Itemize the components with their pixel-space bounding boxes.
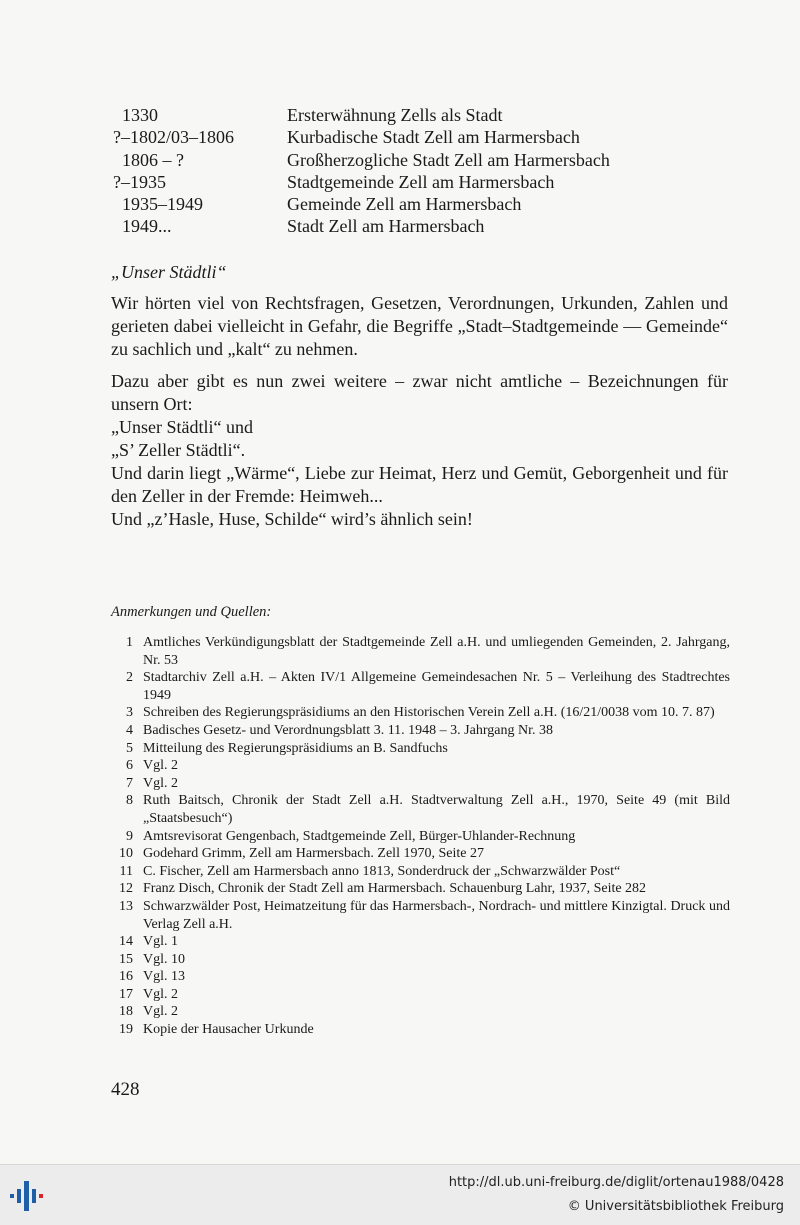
note-text: Mitteilung des Regierungspräsidiums an B. Sandfuchs (143, 740, 448, 756)
copyright-text: © Universitätsbibliothek Freiburg (567, 1199, 784, 1214)
timeline-date: ?–1802/03–1806 (113, 127, 234, 148)
timeline-date: 1330 (113, 105, 158, 125)
note-text: Badisches Gesetz- und Verordnungsblatt 3. 11. 1948 – 3. Jahrgang Nr. 38 (143, 722, 553, 738)
notes-title: Anmerkungen und Quellen: (111, 604, 272, 620)
note-number: 15 (119, 951, 133, 967)
timeline-date: ?–1935 (113, 171, 166, 192)
timeline-date: 1935–1949 (113, 194, 203, 215)
note-item (111, 845, 730, 863)
note-number: 10 (119, 846, 133, 862)
note-text: Franz Disch, Chronik der Stadt Zell am Harmersbach. Schauenburg Lahr, 1937, Seite 282 (143, 881, 647, 897)
paragraph-line: „S’ Zeller Städtli“. (111, 440, 246, 460)
timeline-text: Gemeinde Zell am Harmersbach (287, 194, 522, 215)
note-item (111, 863, 730, 881)
note-item (111, 880, 730, 898)
timeline-row (113, 171, 733, 193)
note-item (111, 740, 730, 758)
timeline-row (113, 215, 733, 237)
paragraph-intro: Dazu aber gibt es nun zwei weitere – zwar nicht amtliche – Bezeichnungen für unsern Ort: (111, 371, 728, 414)
note-item (111, 1021, 730, 1039)
note-item (111, 704, 730, 722)
timeline-date: 1949... (113, 216, 172, 237)
paragraph (111, 370, 728, 531)
timeline-text: Stadt Zell am Harmersbach (287, 216, 485, 237)
note-item (111, 986, 730, 1004)
timeline-text: Ersterwähnung Zells als Stadt (287, 105, 503, 125)
note-text: Vgl. 13 (143, 969, 185, 985)
note-item (111, 1003, 730, 1021)
library-logo-icon[interactable] (8, 1179, 52, 1213)
timeline-table (113, 104, 733, 238)
note-text: Vgl. 2 (143, 986, 178, 1002)
timeline-text: Großherzogliche Stadt Zell am Harmersbach (287, 149, 610, 170)
note-number: 8 (126, 793, 133, 809)
note-text: Ruth Baitsch, Chronik der Stadt Zell a.H. Stadtverwaltung Zell a.H., 1970, Seite 49 (mit Bild „Staatsbesuch“) (143, 793, 730, 826)
note-item (111, 898, 730, 933)
note-number: 19 (119, 1022, 133, 1038)
paragraph (111, 292, 728, 361)
note-item (111, 775, 730, 793)
logo-block (17, 1189, 21, 1203)
note-text: Godehard Grimm, Zell am Harmersbach. Zell 1970, Seite 27 (143, 846, 484, 862)
note-number: 12 (119, 881, 133, 897)
paragraph-line: Und „z’Hasle, Huse, Schilde“ wird’s ähnlich sein! (111, 509, 473, 529)
note-text: Vgl. 10 (143, 951, 185, 967)
note-number: 3 (126, 705, 133, 721)
note-number: 13 (119, 898, 133, 914)
note-number: 7 (126, 775, 133, 791)
timeline-row (113, 126, 733, 148)
logo-block (32, 1189, 36, 1203)
logo-block (24, 1181, 29, 1211)
note-number: 5 (126, 740, 133, 756)
viewer-footer (0, 1164, 800, 1225)
note-text: Amtliches Verkündigungsblatt der Stadtgemeinde Zell a.H. und umliegenden Gemeinden, 2. Jahrgang, Nr. 53 (143, 635, 730, 668)
note-item (111, 634, 730, 669)
page-number: 428 (111, 1079, 140, 1100)
note-item (111, 828, 730, 846)
timeline-date: 1806 – ? (113, 149, 184, 170)
note-number: 1 (126, 635, 133, 650)
note-item (111, 792, 730, 827)
note-text: Vgl. 2 (143, 775, 178, 791)
note-text: C. Fischer, Zell am Harmersbach anno 1813, Sonderdruck der „Schwarzwälder Post“ (143, 863, 621, 879)
note-item (111, 722, 730, 740)
timeline-row (113, 149, 733, 171)
timeline-row (113, 104, 733, 126)
note-number: 11 (119, 863, 133, 879)
note-text: Stadtarchiv Zell a.H. – Akten IV/1 Allgemeine Gemeindesachen Nr. 5 – Verleihung des Stadtrechtes 1949 (143, 670, 730, 703)
note-item (111, 757, 730, 775)
note-text: Vgl. 2 (143, 1004, 178, 1020)
timeline-text: Stadtgemeinde Zell am Harmersbach (287, 171, 555, 192)
note-number: 18 (119, 1004, 133, 1020)
timeline-row (113, 193, 733, 215)
note-text: Amtsrevisorat Gengenbach, Stadtgemeinde Zell, Bürger-Uhlander-Rechnung (143, 828, 576, 844)
section-heading: „Unser Städtli“ (111, 262, 227, 282)
note-number: 17 (119, 986, 133, 1002)
note-number: 4 (126, 722, 133, 738)
note-text: Vgl. 1 (143, 934, 178, 950)
note-number: 14 (119, 934, 133, 950)
note-number: 2 (126, 670, 133, 686)
note-number: 16 (119, 969, 133, 985)
paragraph-line: „Unser Städtli“ und (111, 417, 253, 437)
notes-list (111, 634, 730, 1039)
note-text: Vgl. 2 (143, 758, 178, 774)
logo-block (39, 1194, 43, 1198)
note-item (111, 933, 730, 951)
logo-block (10, 1194, 14, 1198)
document-url-link[interactable]: http://dl.ub.uni-freiburg.de/diglit/ortenau1988/0428 (448, 1175, 784, 1190)
note-item (111, 669, 730, 704)
note-item (111, 968, 730, 986)
note-number: 6 (126, 758, 133, 774)
note-number: 9 (126, 828, 133, 844)
note-text: Schwarzwälder Post, Heimatzeitung für das Harmersbach-, Nordrach- und mittlere Kinzigtal. Druck und Verlag Zell a.H. (143, 898, 730, 932)
timeline-text: Kurbadische Stadt Zell am Harmersbach (287, 127, 580, 148)
note-text: Kopie der Hausacher Urkunde (143, 1022, 314, 1038)
paragraph-text: Wir hörten viel von Rechtsfragen, Gesetzen, Verordnungen, Urkunden, Zahlen und gerieten dabei vielleicht in Gefahr, die Begriffe „Stadt–Stadtgemeinde — Gemeinde“ zu sachlich und „kalt“ zu nehmen. (111, 293, 728, 359)
note-item (111, 951, 730, 969)
note-text: Schreiben des Regierungspräsidiums an den Historischen Verein Zell a.H. (16/21/0038 vom 10. 7. 87) (143, 705, 715, 721)
paragraph-line: Und darin liegt „Wärme“, Liebe zur Heimat, Herz und Gemüt, Geborgenheit und für den Zeller in der Fremde: Heimweh... (111, 463, 728, 506)
